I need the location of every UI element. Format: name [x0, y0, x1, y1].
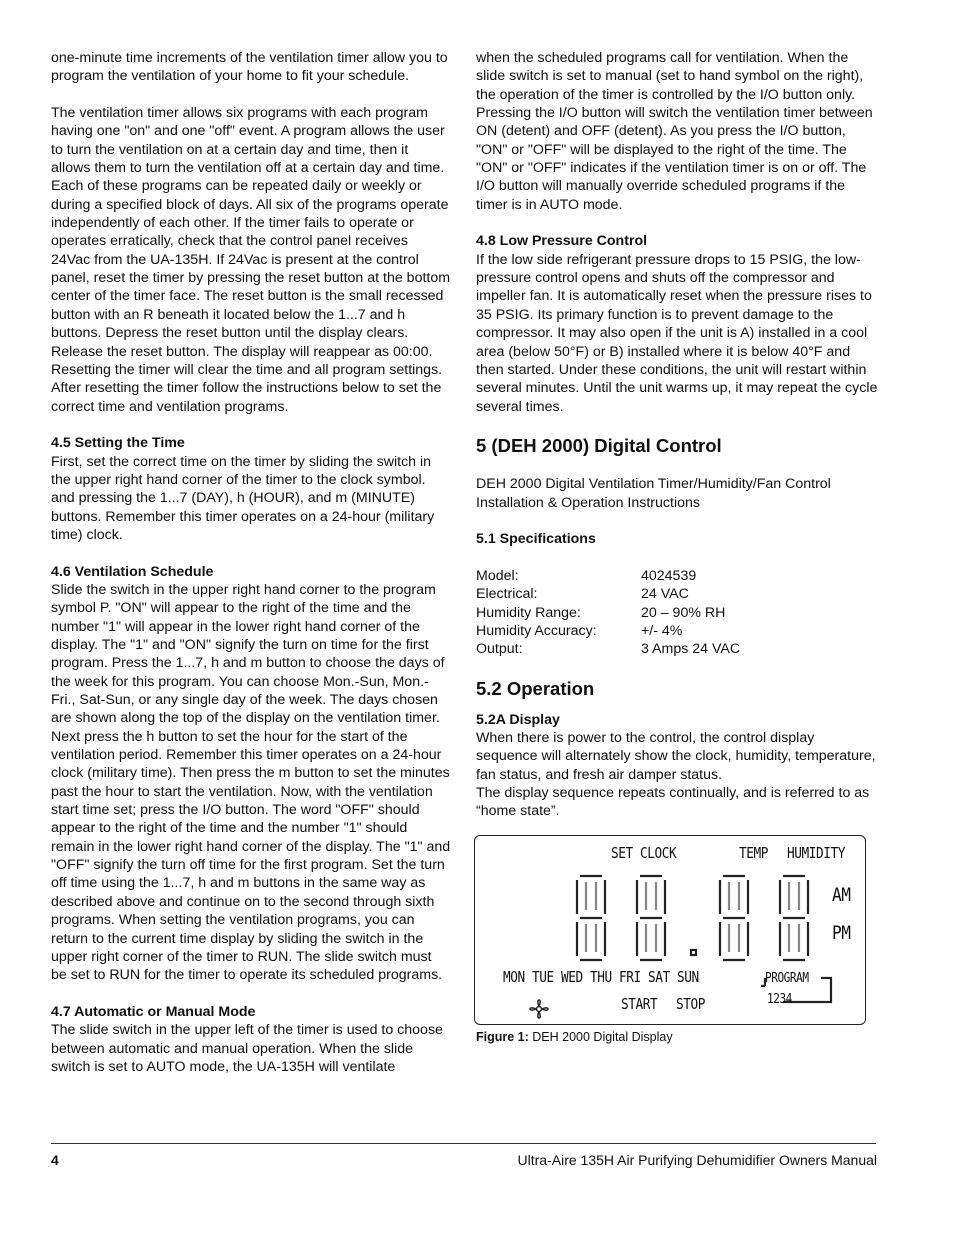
caption-text: DEH 2000 Digital Display — [528, 1029, 673, 1044]
temp-label: TEMP — [739, 843, 769, 862]
seven-segment-digits — [475, 836, 867, 1026]
am-indicator: AM — [832, 883, 851, 906]
spec-label: Output: — [476, 641, 523, 658]
section-heading-5-1: 5.1 Specifications — [476, 531, 596, 548]
paragraph: The ventilation timer allows six programs with each program having one "on" and one "off" event. A program allows the user to turn the ventilation on at a certain day and time, then it allows them to turn the ventilation off at a certain day and time. Each of these programs can be repeated daily or weekly or during a specified block of days. All six of the programs operate independently of each other. If the timer fails to operate or operates erratically, check that the control panel receives 24Vac from the UA-135H. If 24Vac is present at the control panel, reset the timer by pressing the reset button at the bottom center of the timer face. The reset button is the small recessed button with an R beneath it located below the 1...7 and h buttons. Depress the reset button until the display clears. Release the reset button. The display will reappear as 00:00. Resetting the timer will clear the time and all program settings. After resetting the timer follow the instructions below to set the correct time and ventilation programs. — [51, 105, 451, 415]
spec-label: Humidity Accuracy: — [476, 622, 597, 639]
lcd-display-figure — [474, 835, 866, 1025]
paragraph: DEH 2000 Digital Ventilation Timer/Humidity/Fan Control Installation & Operation Instructions — [476, 476, 831, 511]
specifications-table — [476, 567, 878, 659]
section-heading-4-7: 4.7 Automatic or Manual Mode — [51, 1003, 256, 1020]
spec-value: 3 Amps 24 VAC — [641, 641, 741, 658]
left-column — [51, 49, 451, 1076]
footer-divider — [51, 1143, 876, 1144]
fan-icon — [530, 1000, 548, 1018]
manual-title: Ultra-Aire 135H Air Purifying Dehumidifier Owners Manual — [517, 1152, 877, 1168]
spec-value: 24 VAC — [641, 586, 689, 603]
paragraph: when the scheduled programs call for ventilation. When the slide switch is set to manual (set to hand symbol on the right), the operation of the timer is controlled by the I/O button only. Pressing the I/O button will switch the ventilation timer between ON (detent) and OFF (detent). As you press the I/O button, "ON" or "OFF" will be displayed to the right of the time. The "ON" or "OFF" indicates if the ventilation timer is on or off. The I/O button will manually override scheduled programs if the timer is in AUTO mode. — [476, 50, 873, 213]
program-label: PROGRAM — [765, 970, 809, 986]
spec-label: Humidity Range: — [476, 604, 581, 621]
page-number: 4 — [51, 1152, 59, 1168]
spec-value: +/- 4% — [641, 622, 683, 639]
paragraph: Slide the switch in the upper right hand corner to the program symbol P. "ON" will appear to the right of the time and the number "1" will appear in the lower right hand corner of the display. The "1" and "ON" signify the turn on time for the first program. Press the 1...7, h and m button to choose the days of the week for this program. You can choose Mon.-Sun, Mon.-Fri., Sat-Sun, or any single day of the week. The days chosen are shown along the top of the display on the ventilation timer. Next press the h button to set the hour for the start of the ventilation period. Remember this timer operates on a 24-hour clock (military time). Then press the m button to set the minutes past the hour to start the ventilation. Now, with the ventilation start time set; press the I/O button. The word "OFF" should appear to the right of the time and the number "1" should remain in the lower right hand corner of the display. The "1" and "OFF" signify the turn off time for the first program. Set the turn off time using the 1...7, h and m buttons in the same way as described above and continue on to the second through sixth programs. When setting the ventilation programs, you can return to the current time display by sliding the switch in the upper right corner of the timer to RUN. The slide switch must be set to RUN for the timer to operate its scheduled programs. — [51, 581, 451, 984]
start-label: START — [621, 994, 658, 1013]
section-heading-5-2: 5.2 Operation — [476, 677, 595, 699]
paragraph: one-minute time increments of the ventilation timer allow you to program the ventilation of your home to fit your schedule. — [51, 50, 448, 85]
figure-caption — [476, 1029, 878, 1045]
spec-value: 4024539 — [641, 567, 697, 584]
spec-label: Electrical: — [476, 586, 538, 603]
right-column — [476, 49, 878, 1045]
paragraph: First, set the correct time on the timer by sliding the switch in the upper right hand corner of the timer to the clock symbol. and pressing the 1...7 (DAY), h (HOUR), and m (MINUTE) buttons. Remember this timer operates on a 24-hour (military time) clock. — [51, 453, 435, 543]
set-clock-label: SET CLOCK — [611, 843, 677, 862]
paragraph: When there is power to the control, the control display sequence will alternately show the clock, humidity, temperature, fan status, and fresh air damper status. — [476, 730, 876, 783]
stop-label: STOP — [676, 994, 706, 1013]
caption-label: Figure 1: — [476, 1029, 529, 1044]
spec-label: Model: — [476, 567, 519, 584]
pm-indicator: PM — [832, 921, 851, 944]
section-heading-5: 5 (DEH 2000) Digital Control — [476, 435, 722, 457]
program-digits: 1234 — [767, 991, 792, 1007]
paragraph: The display sequence repeats continually, and is referred to as “home state”. — [476, 785, 870, 820]
section-heading-5-2a: 5.2A Display — [476, 711, 560, 728]
paragraph: The slide switch in the upper left of the timer is used to choose between automatic and manual operation. When the slide switch is set to AUTO mode, the UA-135H will ventilate — [51, 1022, 443, 1075]
section-heading-4-5: 4.5 Setting the Time — [51, 435, 185, 452]
days-of-week: MON TUE WED THU FRI SAT SUN — [503, 967, 699, 986]
spec-value: 20 – 90% RH — [641, 604, 726, 621]
humidity-label: HUMIDITY — [787, 843, 846, 862]
paragraph: If the low side refrigerant pressure drops to 15 PSIG, the low-pressure control opens and shuts off the compressor and impeller fan. It is automatically reset when the pressure rises to 35 PSIG. Its primary function is to prevent damage to the compressor. It may also open if the unit is A) installed in a cool area (below 50°F) or B) installed where it is below 40°F and then started. Under these conditions, the unit will restart within several minutes. Until the unit warms up, it may repeat the cycle several times. — [476, 251, 878, 415]
section-heading-4-8: 4.8 Low Pressure Control — [476, 233, 648, 250]
section-heading-4-6: 4.6 Ventilation Schedule — [51, 563, 214, 580]
